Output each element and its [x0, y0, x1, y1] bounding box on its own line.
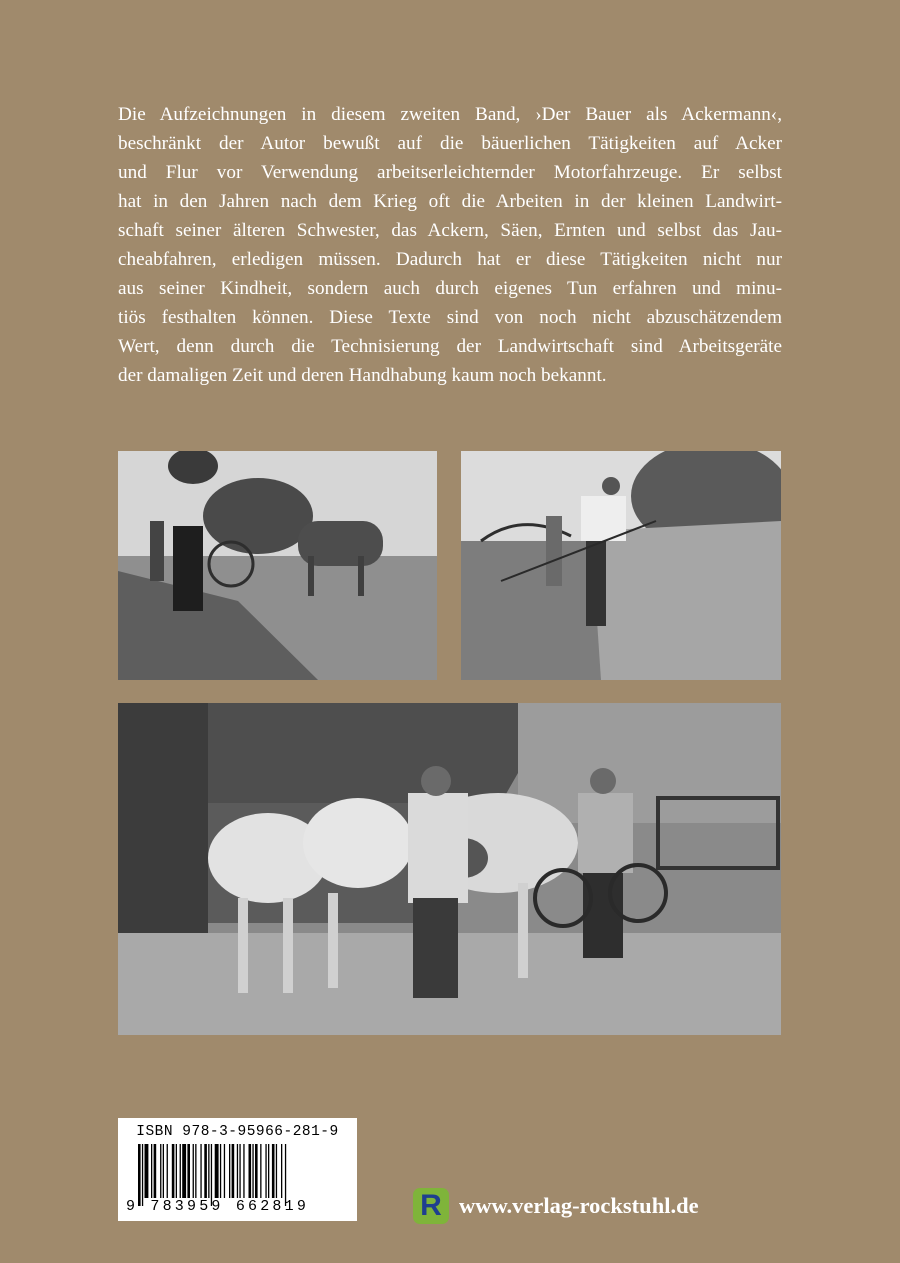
barcode-bar — [167, 1144, 168, 1198]
barcode-bar — [260, 1144, 261, 1198]
barcode-bar — [151, 1144, 152, 1198]
barcode-bar — [180, 1144, 181, 1198]
publisher-url[interactable]: www.verlag-rockstuhl.de — [459, 1193, 699, 1218]
barcode-bar — [204, 1144, 207, 1198]
barcode-bar — [281, 1144, 282, 1198]
barcode-bar — [208, 1144, 209, 1198]
barcode-bar — [232, 1144, 235, 1198]
photo-boys-with-oxen — [118, 703, 781, 1035]
isbn-label: ISBN 978-3-95966-281-9 — [136, 1124, 339, 1140]
barcode-bar — [163, 1144, 164, 1198]
barcode-bar — [265, 1144, 266, 1198]
publisher-logo-icon — [413, 1188, 449, 1224]
barcode-bar — [220, 1144, 221, 1198]
barcode-bar — [182, 1144, 186, 1198]
blurb-line: der damaligen Zeit und deren Handhabung kaum noch bekannt. — [118, 365, 607, 386]
blurb-line: hat in den Jahren nach dem Krieg oft die Arbeiten in der kleinen Landwirt- — [118, 191, 782, 212]
barcode-bar — [276, 1144, 277, 1198]
barcode-bar — [200, 1144, 201, 1198]
barcode-bar — [268, 1144, 269, 1198]
barcode-bar — [211, 1144, 212, 1206]
barcode-bar — [239, 1144, 240, 1198]
barcode-bar — [193, 1144, 194, 1198]
blurb-line: cheabfahren, erledigen müssen. Dadurch hat er diese Tätigkeiten nicht nur — [118, 249, 782, 270]
barcode-bar — [255, 1144, 258, 1198]
barcode-digits: 9 783959 662819 — [126, 1198, 310, 1215]
barcode-bar — [176, 1144, 177, 1198]
barcode-bar — [154, 1144, 157, 1198]
barcode-bars — [138, 1144, 348, 1206]
barcode-bar — [243, 1144, 244, 1198]
photo-hay-wagon-horses — [118, 451, 437, 680]
barcode-bar — [237, 1144, 238, 1198]
photo-grain-harvest-scythe — [461, 451, 781, 680]
blurb-line: und Flur vor Verwendung arbeitserleichternder Motorfahrzeuge. Er selbst — [118, 162, 782, 183]
barcode-bar — [252, 1144, 253, 1198]
blurb-line: aus seiner Kindheit, sondern auch durch eigenes Tun erfahren und minu- — [118, 278, 782, 299]
back-cover-blurb — [118, 100, 782, 390]
blurb-line: schaft seiner älteren Schwester, das Ackern, Säen, Ernten und selbst das Jau- — [118, 220, 782, 241]
barcode-bar — [285, 1144, 286, 1206]
barcode-bar — [138, 1144, 141, 1206]
publisher — [413, 1188, 699, 1224]
blurb-line: Die Aufzeichnungen in diesem zweiten Band, ›Der Bauer als Ackermann‹, — [118, 104, 782, 125]
logo-letter: R — [420, 1189, 442, 1222]
barcode-bar — [195, 1144, 196, 1198]
barcode-bar — [229, 1144, 230, 1198]
barcode-bar — [172, 1144, 175, 1198]
barcode-bar — [142, 1144, 143, 1206]
isbn-barcode — [118, 1118, 357, 1221]
barcode-bar — [224, 1144, 225, 1198]
barcode-bar — [215, 1144, 219, 1198]
blurb-line: beschränkt der Autor bewußt auf die bäuerlichen Tätigkeiten auf Acker — [118, 133, 782, 154]
barcode-bar — [187, 1144, 190, 1198]
barcode-bar — [272, 1144, 275, 1198]
blurb-line: tiös festhalten können. Diese Texte sind von noch nicht abzuschätzendem — [118, 307, 782, 328]
barcode-bar — [160, 1144, 161, 1198]
barcode-bar — [249, 1144, 252, 1198]
barcode-bar — [145, 1144, 149, 1198]
blurb-line: Wert, denn durch die Technisierung der Landwirtschaft sind Arbeitsgeräte — [118, 336, 782, 357]
